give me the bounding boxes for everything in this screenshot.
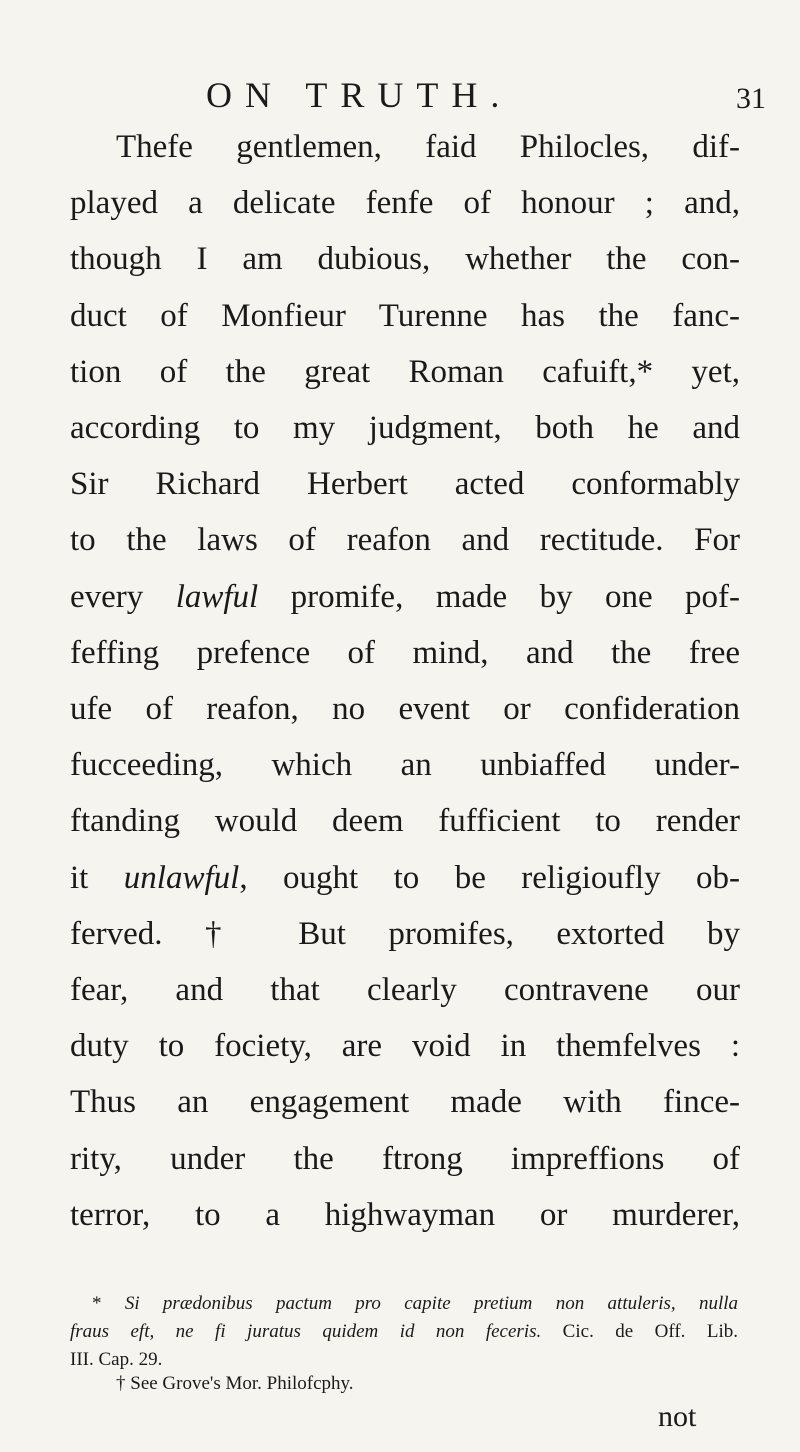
text-segment: Thefe gentlemen, faid Philocles, dif- [116, 129, 740, 165]
text-segment: duct of Monfieur Turenne has the fanc- [70, 297, 740, 334]
text-line [70, 406, 740, 450]
text-segment: feffing prefence of mind, and the free [70, 634, 740, 671]
text-segment: rity, under the ftrong impreffions of [70, 1140, 740, 1177]
running-head: ON TRUTH. [206, 75, 513, 115]
text-segment: fucceeding, which an unbiaffed under- [70, 747, 740, 784]
text-segment: lawful [175, 578, 259, 615]
text-segment: every [70, 578, 176, 615]
text-segment: promife, made by one pof- [258, 578, 740, 615]
text-segment: according to my judgment, both he and [70, 410, 740, 446]
text-segment: tion of the great Roman cafuift,* yet, [70, 353, 740, 390]
text-line [70, 856, 740, 900]
text-line [70, 350, 740, 394]
text-segment: duty to fociety, are void in themfelves : [70, 1028, 740, 1065]
text-segment: though I am dubious, whether the con- [70, 241, 740, 278]
footnote-marker: * [92, 1293, 125, 1314]
text-line [70, 1193, 740, 1237]
footnote-1-citation: Cic. de Off. Lib. [541, 1321, 738, 1342]
text-segment: unlawful [123, 859, 240, 896]
page-number: 31 [736, 82, 766, 115]
text-line [70, 743, 740, 787]
footnote-1-line-2 [70, 1318, 738, 1346]
text-line [70, 181, 740, 225]
text-line [116, 125, 740, 169]
text-line [70, 294, 740, 338]
text-line [70, 912, 740, 956]
text-line [70, 1080, 740, 1124]
text-line [70, 799, 740, 843]
text-segment: ftanding would deem fufficient to render [70, 803, 740, 840]
text-segment: to the laws of reafon and rectitude. For [70, 522, 740, 559]
footnote-1-line-3: III. Cap. 29. [70, 1349, 163, 1370]
text-line [70, 1024, 740, 1068]
text-line [70, 518, 740, 562]
text-segment: played a delicate fenfe of honour ; and, [70, 185, 740, 222]
catchword: not [658, 1400, 697, 1433]
text-segment: it [70, 859, 124, 896]
footnote-2: † See Grove's Mor. Philofcphy. [116, 1373, 354, 1394]
text-segment: terror, to a highwayman or murderer, [70, 1196, 740, 1233]
text-line [70, 687, 740, 731]
text-line [70, 631, 740, 675]
text-segment: Sir Richard Herbert acted conformably [70, 466, 740, 503]
text-line [70, 968, 740, 1012]
text-segment: fear, and that clearly contravene our [70, 972, 740, 1008]
text-line [70, 1137, 740, 1181]
text-segment: Thus an engagement made with fince- [70, 1084, 740, 1121]
footnote-1-line-1 [92, 1290, 738, 1318]
text-line [70, 575, 740, 619]
footnote-1-latin: Si prædonibus pactum pro capite pretium non attuleris, nulla [124, 1293, 739, 1314]
text-line [70, 237, 740, 281]
text-line [70, 462, 740, 506]
text-segment: , ought to be religioufly ob- [239, 859, 740, 896]
footnote-1-latin-cont: fraus eft, ne fi juratus quidem id non feceris. [70, 1321, 542, 1342]
text-segment: ferved. † But promifes, extorted by [70, 915, 740, 952]
text-segment: ufe of reafon, no event or confideration [70, 691, 740, 727]
